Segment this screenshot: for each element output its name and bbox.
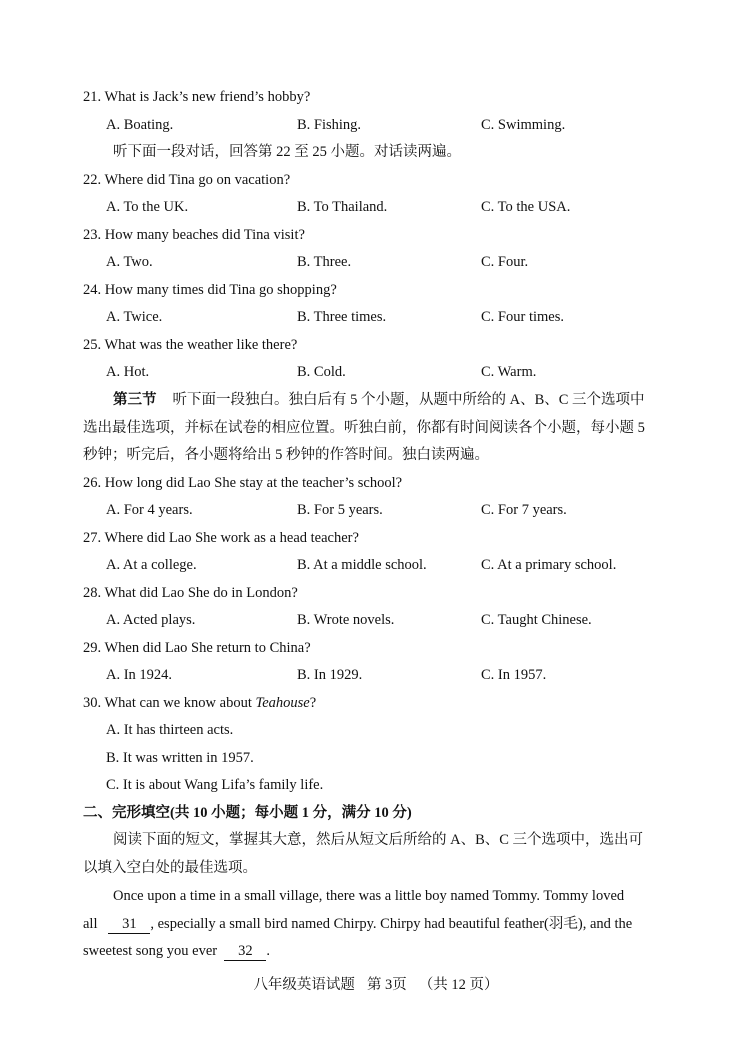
- blank-32: 32: [224, 942, 266, 961]
- question-21-option-b: B. Fishing.: [297, 117, 362, 133]
- question-25-stem: 25. What was the weather like there?: [83, 337, 298, 353]
- footer-page: 第 3页: [366, 977, 407, 993]
- question-22-stem: 22. Where did Tina go on vacation?: [83, 172, 291, 188]
- part-2-instruction-line-1: 阅读下面的短文，掌握其大意，然后从短文后所给的 A、B、C 三个选项中，选出可: [113, 832, 644, 848]
- passage-line-2-end: , especially a small bird named Chirpy. Chirpy had beautiful feather(羽毛), and the: [150, 916, 633, 932]
- question-27-option-b: B. At a middle school.: [297, 557, 427, 573]
- question-21-stem: 21. What is Jack’s new friend’s hobby?: [83, 89, 311, 105]
- question-24-option-a: A. Twice.: [106, 309, 163, 325]
- question-28-stem: 28. What did Lao She do in London?: [83, 585, 298, 601]
- passage-line-1: Once upon a time in a small village, there was a little boy named Tommy. Tommy loved: [113, 888, 625, 904]
- question-26-option-b: B. For 5 years.: [297, 502, 383, 518]
- section-3-text-1: 听下面一段独白。独白后有 5 个小题，从题中所给的 A、B、C 三个选项中: [172, 392, 645, 408]
- question-30-stem-prefix: 30. What can we know about: [83, 695, 256, 711]
- question-30-stem: [83, 694, 316, 712]
- question-23-option-c: C. Four.: [481, 254, 529, 270]
- question-30-stem-title: Teahouse: [255, 695, 310, 711]
- part-2-instruction-line-2: 以填入空白处的最佳选项。: [83, 860, 257, 876]
- page-footer: [0, 973, 752, 994]
- question-29-option-b: B. In 1929.: [297, 667, 363, 683]
- section-3-title: 第三节: [113, 392, 157, 408]
- question-24-stem: 24. How many times did Tina go shopping?: [83, 282, 337, 298]
- passage-line-2: [83, 915, 632, 934]
- section-3-line-1: [113, 391, 645, 409]
- question-25-option-a: A. Hot.: [106, 364, 150, 380]
- question-29-option-c: C. In 1957.: [481, 667, 547, 683]
- question-22-option-c: C. To the USA.: [481, 199, 571, 215]
- section-3-line-2: 选出最佳选项，并标在试卷的相应位置。听独白前，你都有时间阅读各个小题，每小题 5: [83, 420, 645, 436]
- question-30-stem-suffix: ?: [309, 695, 317, 711]
- question-24-option-c: C. Four times.: [481, 309, 564, 325]
- question-30-option-a: A. It has thirteen acts.: [106, 722, 234, 738]
- question-29-stem: 29. When did Lao She return to China?: [83, 640, 311, 656]
- part-2-heading: 二、完形填空(共 10 小题；每小题 1 分，满分 10 分): [83, 805, 412, 821]
- question-25-option-b: B. Cold.: [297, 364, 346, 380]
- question-23-stem: 23. How many beaches did Tina visit?: [83, 227, 305, 243]
- question-27-option-a: A. At a college.: [106, 557, 197, 573]
- question-28-option-b: B. Wrote novels.: [297, 612, 395, 628]
- question-27-stem: 27. Where did Lao She work as a head teacher?: [83, 530, 359, 546]
- passage-line-3-start: sweetest song you ever: [83, 943, 218, 959]
- question-23-option-a: A. Two.: [106, 254, 153, 270]
- question-28-option-a: A. Acted plays.: [106, 612, 196, 628]
- question-26-option-a: A. For 4 years.: [106, 502, 193, 518]
- passage-line-2-start: all: [83, 916, 98, 932]
- section-3-line-3: 秒钟；听完后，各小题将给出 5 秒钟的作答时间。独白读两遍。: [83, 447, 489, 463]
- question-25-option-c: C. Warm.: [481, 364, 537, 380]
- blank-31: 31: [108, 915, 150, 934]
- question-21-option-a: A. Boating.: [106, 117, 174, 133]
- question-23-option-b: B. Three.: [297, 254, 352, 270]
- question-28-option-c: C. Taught Chinese.: [481, 612, 592, 628]
- question-30-option-b: B. It was written in 1957.: [106, 750, 254, 766]
- question-26-option-c: C. For 7 years.: [481, 502, 567, 518]
- dialogue-instruction: 听下面一段对话，回答第 22 至 25 小题。对话读两遍。: [113, 144, 461, 160]
- question-22-option-b: B. To Thailand.: [297, 199, 388, 215]
- question-24-option-b: B. Three times.: [297, 309, 387, 325]
- question-29-option-a: A. In 1924.: [106, 667, 173, 683]
- passage-line-3-end: .: [266, 943, 270, 959]
- question-27-option-c: C. At a primary school.: [481, 557, 617, 573]
- passage-line-3: [83, 942, 270, 961]
- question-26-stem: 26. How long did Lao She stay at the teacher’s school?: [83, 475, 403, 491]
- question-21-option-c: C. Swimming.: [481, 117, 566, 133]
- question-30-option-c: C. It is about Wang Lifa’s family life.: [106, 777, 324, 793]
- question-22-option-a: A. To the UK.: [106, 199, 189, 215]
- footer-total: （共 12 页）: [418, 977, 499, 993]
- footer-title: 八年级英语试题: [253, 977, 355, 993]
